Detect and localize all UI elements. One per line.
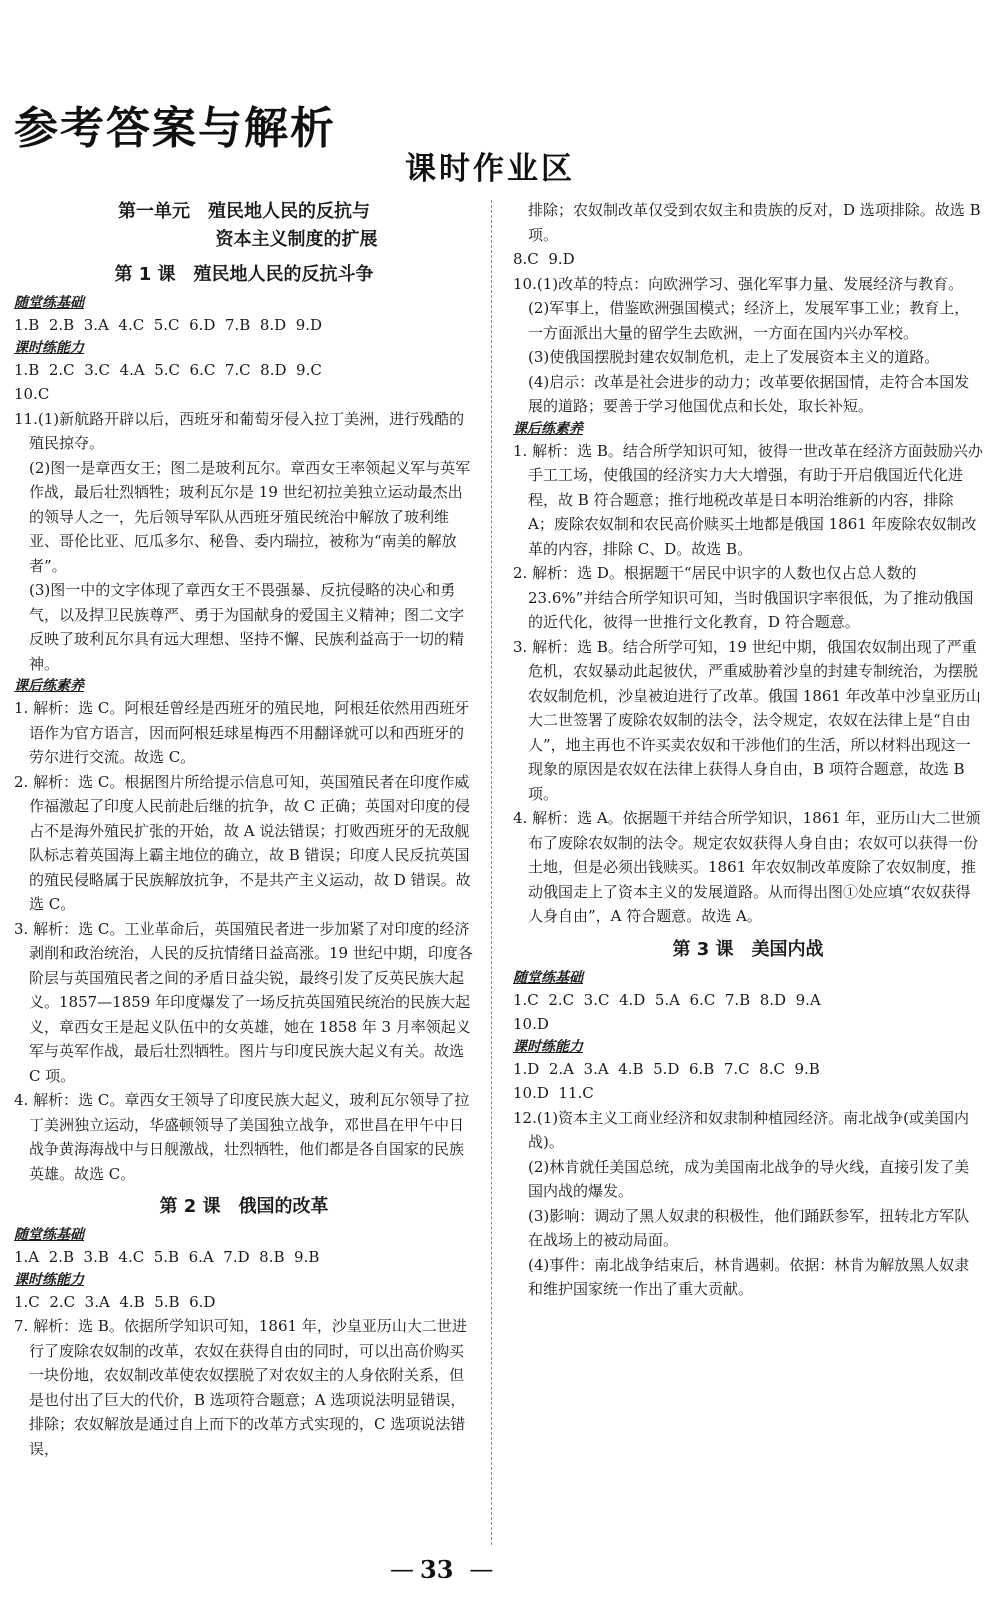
lesson1-q11-part3: (3)图一中的文字体现了章西女王不畏强暴、反抗侵略的决心和勇气，以及捍卫民族尊严、勇于为国献身的爱国主义精神；图二文字反映了玻利瓦尔具有远大理想、坚持不懈、民族利益高于一切的精神。 xyxy=(29,581,465,673)
lesson1-kehou-q2: 2. 解析：选 C。根据图片所给提示信息可知，英国殖民者在印度作威作福激起了印度人民前赴后继的抗争，故 C 正确；英国对印度的侵占不是海外殖民扩张的开始，故 A 说法错误；打败西班牙的无敌舰队标志着英国海上霸主地位的确立，故 B 错误；印度人民反抗英国的殖民侵略属于民族解放抗争，不是共产主义运动，故 D 错误。故选 C。 xyxy=(14,772,471,913)
lesson3-q12-part1: 12.(1)资本主义工商业经济和奴隶制种植园经济。南北战争(或美国内战)。 xyxy=(513,1108,969,1151)
lesson2-q10-part4: (4)启示：改革是社会进步的动力；改革要依据国情，走符合本国发展的道路；要善于学习他国优点和长处，取长补短。 xyxy=(528,372,970,415)
lesson2-heading: 第 2 课 俄国的改革 xyxy=(159,1196,329,1217)
lesson3-q12-part4: (4)事件：南北战争结束后，林肯遇刺。依据：林肯为解放黑人奴隶和维护国家统一作出了重大贡献。 xyxy=(528,1255,970,1298)
lesson3-q12-part3: (3)影响：调动了黑人奴隶的积极性，他们踊跃参军，扭转北方军队在战场上的被动局面。 xyxy=(528,1206,970,1249)
lesson1-q11-part2: (2)图一是章西女王；图二是玻利瓦尔。章西女王率领起义军与英军作战，最后壮烈牺牲；玻利瓦尔是 19 世纪初拉美独立运动最杰出的领导人之一，先后领导军队从西班牙殖民统治中解放了玻利维亚、哥伦比亚、厄瓜多尔、秘鲁、委内瑞拉，被称为“南美的解放者”。 xyxy=(29,458,471,575)
lesson1-answers-suitang: 1.B 2.B 3.A 4.C 5.C 6.D 7.B 8.D 9.D xyxy=(14,316,323,334)
lesson3-answers-keshi-2: 10.D 11.C xyxy=(513,1084,594,1102)
column-divider xyxy=(491,200,492,1545)
lesson1-q11-part1: 11.(1)新航路开辟以后，西班牙和葡萄牙侵入拉丁美洲，进行残酷的殖民掠夺。 xyxy=(14,409,465,452)
page-number: — 33 — xyxy=(420,1555,453,1584)
lesson2-kehou-q4: 4. 解析：选 A。依据题干并结合所学知识，1861 年，亚历山大二世颁布了废除农奴制的法令。规定农奴获得人身自由；农奴可以获得一份土地，但是必须出钱赎买。1861 年农奴制改革废除了农奴制度，推动俄国走上了资本主义的发展道路。从而得出图①处应填“农奴获得人身自由”，A 符合题意。故选 A。 xyxy=(513,809,981,925)
lesson2-label-kehou: 课后练素养 xyxy=(513,420,583,437)
lesson1-label-keshi: 课时练能力 xyxy=(14,339,84,356)
lesson3-answers-suitang: 1.C 2.C 3.C 4.D 5.A 6.C 7.B 8.D 9.A xyxy=(513,990,821,1009)
lesson3-q12-part2: (2)林肯就任美国总统，成为美国南北战争的导火线，直接引发了美国内战的爆发。 xyxy=(528,1157,970,1200)
lesson1-kehou-q4: 4. 解析：选 C。章西女王领导了印度民族大起义，玻利瓦尔领导了拉丁美洲独立运动，华盛顿领导了美国独立战争，邓世昌在甲午中日战争黄海海战中与日舰激战，壮烈牺牲，他们都是各自国家的民族英雄。故选 C。 xyxy=(14,1091,470,1183)
lesson1-answers-keshi: 1.B 2.C 3.C 4.A 5.C 6.C 7.C 8.D 9.C xyxy=(14,360,322,379)
lesson2-q10-part2: (2)军事上，借鉴欧洲强国模式；经济上，发展军事工业；教育上，一方面派出大量的留学生去欧洲，一方面在国内兴办军校。 xyxy=(528,299,970,342)
lesson3-label-keshi: 课时练能力 xyxy=(513,1038,583,1055)
lesson2-label-suitang: 随堂练基础 xyxy=(14,1227,84,1243)
lesson1-label-kehou: 课后练素养 xyxy=(14,678,84,694)
lesson1-label-suitang: 随堂练基础 xyxy=(14,295,84,311)
right-column xyxy=(513,198,983,1302)
unit-heading-line1: 第一单元 殖民地人民的反抗与 xyxy=(118,201,370,222)
lesson3-heading: 第 3 课 美国内战 xyxy=(672,938,824,960)
lesson2-answers-8-9: 8.C 9.D xyxy=(513,250,575,268)
lesson2-q7: 7. 解析：选 B。依据所学知识可知，1861 年，沙皇亚历山大二世进行了废除农奴制的改革，农奴在获得自由的同时，可以出高价购买一块份地，农奴制改革使农奴摆脱了对农奴主的人身依附关系，但是也付出了巨大的代价，B 选项符合题意；A 选项说法明显错误，排除；农奴解放是通过自上而下的改革方式实现的，C 选项说法错误， xyxy=(14,1317,467,1458)
lesson2-q7-continued: 排除；农奴制改革仅受到农奴主和贵族的反对，D 选项排除。故选 B 项。 xyxy=(528,201,981,244)
lesson2-kehou-q1: 1. 解析：选 B。结合所学知识可知，彼得一世改革在经济方面鼓励兴办手工工场，使俄国的经济实力大大增强，有助于开启俄国近代化进程，故 B 符合题意；推行地税改革是日本明治维新的内容，排除 A；废除农奴制和农民高价赎买土地都是俄国 1861 年废除农奴制改革的内容，排除 C、D。故选 B。 xyxy=(513,441,983,558)
lesson1-answers-keshi-2: 10.C xyxy=(14,385,50,403)
lesson3-label-suitang: 随堂练基础 xyxy=(513,969,583,986)
left-column xyxy=(14,198,474,1461)
lesson2-label-keshi: 课时练能力 xyxy=(14,1271,84,1288)
lesson2-kehou-q3: 3. 解析：选 B。结合所学可知，19 世纪中期，俄国农奴制出现了严重危机，农奴暴动此起彼伏，严重威胁着沙皇的封建专制统治，为摆脱农奴制危机，沙皇被迫进行了改革。俄国 1861 年改革中沙皇亚历山大二世签署了废除农奴制的法令，法令规定，农奴在法律上是“自由人”，地主再也不许买卖农奴和干涉他们的生活，所以材料出现这一现象的原因是农奴在法律上获得人身自由，B 项符合题意，故选 B 项。 xyxy=(513,637,981,803)
lesson1-heading: 第 1 课 殖民地人民的反抗斗争 xyxy=(114,264,374,285)
lesson3-answers-keshi: 1.D 2.A 3.A 4.B 5.D 6.B 7.C 8.C 9.B xyxy=(513,1059,820,1078)
lesson2-answers-keshi: 1.C 2.C 3.A 4.B 5.B 6.D xyxy=(14,1292,216,1311)
lesson2-answers-suitang: 1.A 2.B 3.B 4.C 5.B 6.A 7.D 8.B 9.B xyxy=(14,1248,320,1266)
lesson2-q10-part3: (3)使俄国摆脱封建农奴制危机，走上了发展资本主义的道路。 xyxy=(528,348,940,366)
main-title: 参考答案与解析 xyxy=(14,103,336,154)
lesson3-answers-suitang-2: 10.D xyxy=(513,1015,549,1033)
lesson1-kehou-q3: 3. 解析：选 C。工业革命后，英国殖民者进一步加紧了对印度的经济剥削和政治统治，人民的反抗情绪日益高涨。19 世纪中期，印度各阶层与英国殖民者之间的矛盾日益尖锐，最终引发了反英民族大起义。1857—1859 年印度爆发了一场反抗英国殖民统治的民族大起义，章西女王是起义队伍中的女英雄，她在 1858 年 3 月率领起义军与英军作战，最后壮烈牺牲。图片与印度民族大起义有关。故选 C 项。 xyxy=(14,919,473,1085)
lesson2-q10-part1: 10.(1)改革的特点：向欧洲学习、强化军事力量、发展经济与教育。 xyxy=(513,274,964,293)
section-title: 课时作业区 xyxy=(405,151,575,187)
unit-heading-line2: 资本主义制度的扩展 xyxy=(215,229,378,250)
lesson1-kehou-q1: 1. 解析：选 C。阿根廷曾经是西班牙的殖民地，阿根廷依然用西班牙语作为官方语言，因而阿根廷球星梅西不用翻译就可以和西班牙的劳尔进行交流。故选 C。 xyxy=(14,699,470,766)
lesson2-kehou-q2: 2. 解析：选 D。根据题干“居民中识字的人数也仅占总人数的 23.6%”并结合所学知识可知，当时俄国识字率很低，为了推动俄国的近代化，彼得一世推行文化教育，D 符合题意。 xyxy=(513,564,974,631)
unit-heading xyxy=(14,198,474,254)
